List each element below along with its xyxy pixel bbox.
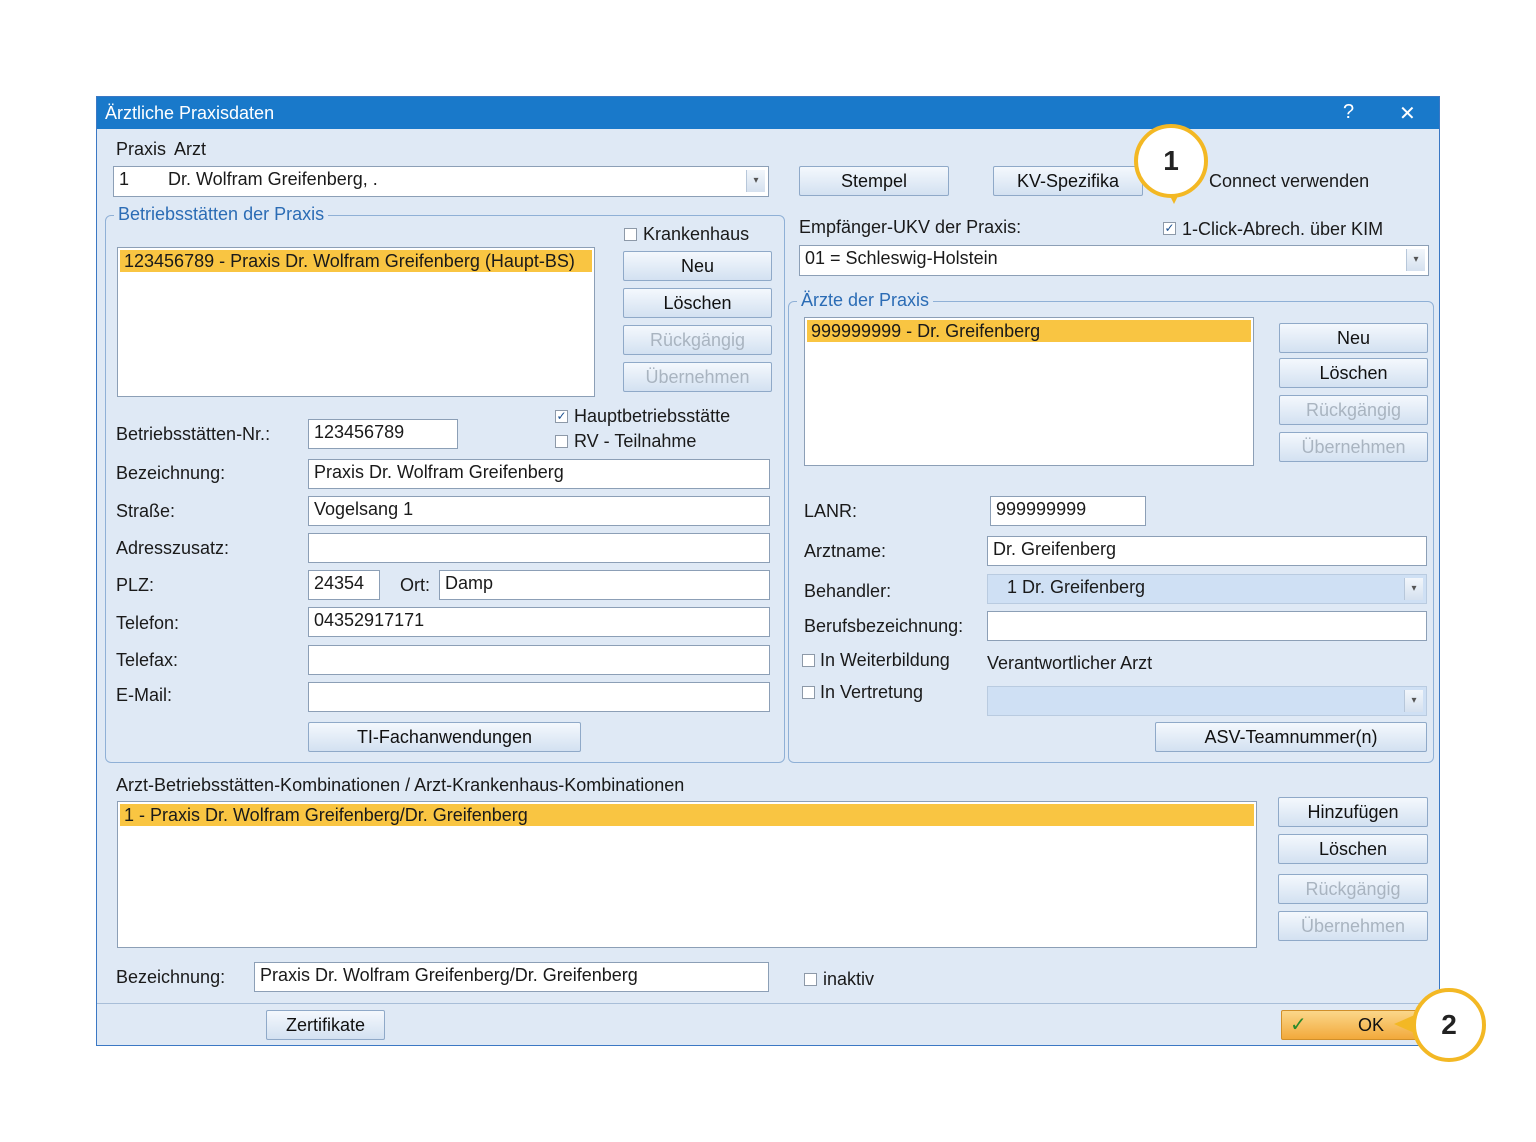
asv-teamnummer-button[interactable]: ASV-Teamnummer(n) (1155, 722, 1427, 752)
krankenhaus-checkbox[interactable] (624, 228, 637, 241)
arzt-neu-button[interactable]: Neu (1279, 323, 1428, 353)
callout-2: 2 (1412, 988, 1486, 1062)
stempel-button[interactable]: Stempel (799, 166, 949, 196)
arzt-rueckgaengig-button[interactable]: Rückgängig (1279, 395, 1428, 425)
praxis-number: 1 (119, 169, 130, 189)
aerzte-group-label: Ärzte der Praxis (797, 290, 933, 311)
behandler-label: Behandler: (804, 581, 892, 601)
arztname-label: Arztname: (804, 541, 887, 561)
title-bar (97, 97, 1439, 129)
adresszusatz-input[interactable] (308, 533, 770, 563)
betriebsstaetten-group-label: Betriebsstätten der Praxis (114, 204, 328, 225)
ort-input[interactable]: Damp (439, 570, 770, 600)
plz-input[interactable]: 24354 (308, 570, 380, 600)
telefon-label: Telefon: (116, 613, 180, 633)
kombi-bezeichnung-label: Bezeichnung: (116, 967, 226, 987)
weiterbildung-label: In Weiterbildung (820, 650, 950, 670)
berufsbezeichnung-label: Berufsbezeichnung: (804, 616, 964, 636)
dialog-window (96, 96, 1440, 1046)
kombi-uebernehmen-button[interactable]: Übernehmen (1278, 911, 1428, 941)
chevron-down-icon[interactable]: ▾ (1404, 690, 1423, 712)
telefon-input[interactable]: 04352917171 (308, 607, 770, 637)
vertretung-label: In Vertretung (820, 682, 924, 702)
kv-spezifika-button[interactable]: KV-Spezifika (993, 166, 1143, 196)
hauptbetriebsstaette-checkbox[interactable]: ✓ (556, 409, 567, 423)
bs-uebernehmen-button[interactable]: Übernehmen (623, 362, 772, 392)
bs-nr-input[interactable]: 123456789 (308, 419, 458, 449)
praxis-select[interactable] (113, 166, 769, 197)
bs-rueckgaengig-button[interactable]: Rückgängig (623, 325, 772, 355)
betriebsstaetten-list[interactable] (117, 247, 595, 397)
hauptbetriebsstaette-label: Hauptbetriebsstätte (574, 406, 731, 426)
vertretung-checkbox[interactable] (802, 686, 815, 699)
rv-teilnahme-checkbox[interactable] (555, 435, 568, 448)
strasse-input[interactable]: Vogelsang 1 (308, 496, 770, 526)
telefax-label: Telefax: (116, 650, 179, 670)
rv-teilnahme-label: RV - Teilnahme (574, 431, 697, 451)
chevron-down-icon[interactable]: ▾ (1404, 578, 1423, 600)
kim-label: 1-Click-Abrech. über KIM (1182, 219, 1384, 239)
ok-label: OK (1358, 1015, 1385, 1035)
behandler-select[interactable] (987, 574, 1427, 604)
berufsbezeichnung-input[interactable] (987, 611, 1427, 641)
kombi-loeschen-button[interactable]: Löschen (1278, 834, 1428, 864)
footer-divider (97, 1003, 1439, 1004)
ukv-label: Empfänger-UKV der Praxis: (799, 217, 1022, 237)
plz-label: PLZ: (116, 575, 155, 595)
email-input[interactable] (308, 682, 770, 712)
zertifikate-button[interactable]: Zertifikate (266, 1010, 385, 1040)
inaktiv-label: inaktiv (823, 969, 875, 989)
kombi-bezeichnung-input[interactable]: Praxis Dr. Wolfram Greifenberg/Dr. Greifenberg (254, 962, 769, 992)
arzt-loeschen-button[interactable]: Löschen (1279, 358, 1428, 388)
kombi-list[interactable] (117, 801, 1257, 948)
bezeichnung-input[interactable]: Praxis Dr. Wolfram Greifenberg (308, 459, 770, 489)
close-icon[interactable]: ✕ (1399, 103, 1416, 125)
ukv-value: 01 = Schleswig-Holstein (805, 248, 998, 268)
inaktiv-checkbox[interactable] (804, 973, 817, 986)
chevron-down-icon[interactable]: ▾ (746, 170, 765, 192)
aerzte-list[interactable] (804, 317, 1254, 466)
behandler-value: 1 Dr. Greifenberg (1007, 577, 1146, 597)
bs-loeschen-button[interactable]: Löschen (623, 288, 772, 318)
list-item[interactable]: 999999999 - Dr. Greifenberg (807, 320, 1251, 342)
tab-arzt[interactable]: Arzt (174, 139, 207, 159)
kombi-label: Arzt-Betriebsstätten-Kombinationen / Arzt-Krankenhaus-Kombinationen (116, 775, 685, 795)
telefax-input[interactable] (308, 645, 770, 675)
kombi-rueckgaengig-button[interactable]: Rückgängig (1278, 874, 1428, 904)
help-icon[interactable]: ? (1343, 101, 1355, 123)
arztname-input[interactable]: Dr. Greifenberg (987, 536, 1427, 566)
ort-label: Ort: (400, 575, 430, 595)
weiterbildung-checkbox[interactable] (802, 654, 815, 667)
chevron-down-icon[interactable]: ▾ (1406, 249, 1425, 271)
bs-nr-label: Betriebsstätten-Nr.: (116, 424, 271, 444)
lanr-label: LANR: (804, 501, 858, 521)
strasse-label: Straße: (116, 501, 176, 521)
bs-neu-button[interactable]: Neu (623, 251, 772, 281)
praxis-name: Dr. Wolfram Greifenberg, . (168, 169, 378, 189)
verantwortlicher-arzt-label: Verantwortlicher Arzt (987, 653, 1153, 673)
callout-1: 1 (1134, 124, 1208, 198)
lanr-input[interactable]: 999999999 (990, 496, 1146, 526)
bezeichnung-label: Bezeichnung: (116, 463, 226, 483)
kombi-hinzufuegen-button[interactable]: Hinzufügen (1278, 797, 1428, 827)
arzt-uebernehmen-button[interactable]: Übernehmen (1279, 432, 1428, 462)
list-item[interactable]: 1 - Praxis Dr. Wolfram Greifenberg/Dr. Greifenberg (120, 804, 1254, 826)
tab-praxis[interactable]: Praxis (116, 139, 167, 159)
email-label: E-Mail: (116, 685, 173, 705)
ukv-select[interactable] (799, 245, 1429, 276)
adresszusatz-label: Adresszusatz: (116, 538, 230, 558)
list-item[interactable]: 123456789 - Praxis Dr. Wolfram Greifenberg (Haupt-BS) (120, 250, 592, 272)
krankenhaus-label: Krankenhaus (643, 224, 750, 244)
kim-checkbox[interactable]: ✓ (1164, 221, 1175, 235)
verantwortlicher-arzt-select[interactable] (987, 686, 1427, 716)
connect-label: Connect verwenden (1209, 171, 1370, 191)
window-title: Ärztliche Praxisdaten (105, 103, 275, 123)
checkmark-icon: ✓ (1290, 1014, 1307, 1036)
ti-fachanwendungen-button[interactable]: TI-Fachanwendungen (308, 722, 581, 752)
